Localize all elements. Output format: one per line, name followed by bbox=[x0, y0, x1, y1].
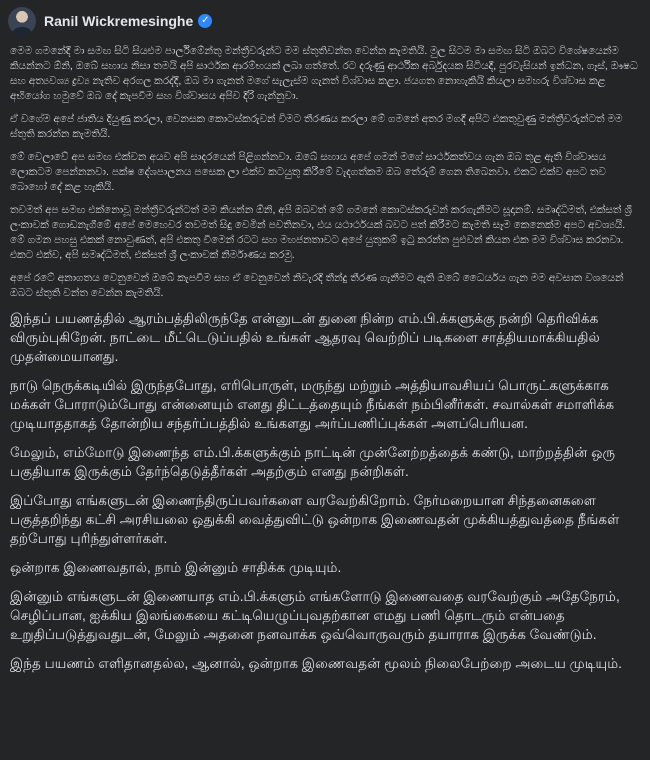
tamil-section bbox=[10, 309, 640, 673]
tamil-paragraph: இந்தப் பயணத்தில் ஆரம்பத்திலிருந்தே என்னுடன் துனை நின்ற எம்.பி.க்களுக்கு நன்றி தெரிவிக்க விரும்புகிறேன். நாட்டை மீட்டெடுப்பதில் உங்கள் ஆதரவு வெற்றிப் படிகளை சாத்தியமாக்கியதில் முதன்மையானது. bbox=[10, 311, 600, 364]
sinhala-paragraph: මේ වෙලාවේ අප සමඟ එක්වන අයව අපි සාදරයෙන් පිළිගන්නවා. ඔබේ සහාය අපේ ගමන් මගේ සාර්ථකත්වය ගැන ඔබ තුළ ඇති විශ්වාසය ලොකටම පෙන්නනවා. පක්ෂ දේශපාලනය පසෙක ලා එක්ව කටයුතු කිරීමේ වැදගත්කම ඔබ තේරුම් ගෙන තිබෙනවා. එකට එක්ව අපට තව බොහෝ දේ කළ හැකියි. bbox=[10, 151, 607, 193]
author-avatar[interactable] bbox=[8, 7, 36, 35]
post-body bbox=[0, 38, 650, 673]
verified-badge-icon: ✓ bbox=[198, 14, 212, 28]
sinhala-paragraph: ඒ වගේම අපේ ජාතිය දියුණු කරලා, වෙනසක කොටස්කරුවන් විමට තීරණය කරලා මේ ගමනේ අතර මගදී අපිට එකතුවුණු මන්ත්‍රීවරුන්ටත් මම ස්තුති කරන්න කැමතියි. bbox=[10, 113, 623, 140]
sinhala-paragraph: මෙම ගමනේදී මා සමඟ සිටි සියළුම පාර්ලිමේන්තු මන්ත්‍රීවරුන්ට මම ස්තුතිවන්ත වෙන්න කැමතියි. මුල සිටම මා සමඟ සිටි ඔබට විශේෂයෙන්ම කියන්නට ඕනි, ඔබේ සහාය නිසා තමයි අපි සාර්ථක ආරම්භයක් ලබා ගත්තේ. රට දරුණු ආර්ථික අර්බුදයක සිටියදී, පුරවැසියන් ඉන්ධන, ගෑස්, ඖෂධ සහ අත්‍යවශ්‍ය ද්‍රව්‍ය නැතිව අරගල කරද්දී, ඔබ මා ගැනත් මගේ සැලැස්ම ගැනත් විශ්වාස කළා. ජයගත නොහැකියි කියලා සමහරු විශ්වාස කළ අභියෝග හමුවේ ඔබ දේ කැපවීම සහ විශ්වාසය අපිව දිරි ගැන්නුවා. bbox=[10, 45, 638, 102]
tamil-paragraph: இன்னும் எங்களுடன் இணையாத எம்.பி.க்களும் எங்களோடு இணைவதை வரவேற்கும் அதேநேரம், செழிப்பான, ஐக்கிய இலங்கையை கட்டியெழுப்புவதற்கான எமது பணி தொடரும் என்பதை உறுதிப்படுத்துவதுடன், மேலும் அதனை நனவாக்க ஒவ்வொருவரும் தயாராக இருக்க வேண்டும். bbox=[10, 589, 620, 642]
tamil-paragraph: இந்த பயணம் எளிதானதல்ல, ஆனால், ஒன்றாக இணைவதன் மூலம் நிலைபேற்றை அடைய முடியும். bbox=[10, 656, 622, 671]
tamil-paragraph: ஒன்றாக இணைவதால், நாம் இன்னும் சாதிக்க முடியும். bbox=[10, 560, 342, 575]
sinhala-paragraph: අපේ රටේ අනාගතය වෙනුවෙන් ඔබේ කැපවීම සහ ඒ වෙනුවෙන් නිවැරදි තීන්දු තීරණ ගැනීමට ඇති ඔබේ ධෛර්යය ගැන මම අවසාන වශයෙන් ඔබට ස්තුති වන්ත වෙන්න කැමතියි. bbox=[10, 272, 624, 299]
author-name[interactable]: Ranil Wickremesinghe bbox=[44, 13, 194, 29]
sinhala-section bbox=[10, 44, 640, 301]
tamil-paragraph: இப்போது எங்களுடன் இணைந்திருப்பவர்களை வரவேற்கிறோம். நேர்மறையான சிந்தனைகளை பகுத்தறிந்து கட்சி அரசியலை ஒதுக்கி வைத்துவிட்டு ஒன்றாக இணைவதன் முக்கியத்துவத்தை நீங்கள் தற்போது புரிந்துள்ளர்கள். bbox=[10, 493, 620, 546]
tamil-paragraph: நாடு நெருக்கடியில் இருந்தபோது, எரிபொருள், மருந்து மற்றும் அத்தியாவசியப் பொருட்களுக்காக மக்கள் போராடும்போது என்னையும் எனது திட்டத்தையும் நீங்கள் நம்பினீர்கள். சவால்கள் சமாளிக்க முடியாததாகத் தோன்றிய சந்தர்ப்பத்தில் உங்களது அர்ப்பணிப்புக்கள் அளப்பெரியன. bbox=[10, 378, 615, 431]
sinhala-paragraph: තවමත් අප සමඟ එක්නොවූ මන්ත්‍රීවරුන්ටත් මම කියන්න ඕනි, අපි ඔබවත් මේ ගමනේ කොටස්කරුවන් කරගැනීමට සූදානම්. සමෘද්ධිමත්, එක්සත් ශ්‍රී ලංකාවක් ගොඩනැගීමේ අපේ මෙහෙවර තවමත් සිදු වෙමින් පවතිනවා, එය යථාර්ථයක් බවට පත් කිරීමට කැමති සෑම කෙනෙක්ම අපට අවශ්‍යයි. මේ ගමන පහසු එකක් නොවුණත්, අපි එකතු වීමෙන් රටට සහ මහජනතාවට අපේ යුතුකම් ඉටු කරන්න පුළුවන් කියන එක මම විශ්වාස කරනවා. එකට එක්ව, අපි සමෘද්ධිමත්, එක්සත් ශ්‍රී ලංකාවක් නිර්මාණය කරමු. bbox=[10, 204, 632, 261]
tamil-paragraph: மேலும், எம்மோடு இணைந்த எம்.பி.க்களுக்கும் நாட்டின் முன்னேற்றத்தைக் கண்டு, மாற்றத்தின் ஒரு பகுதியாக இருக்கும் தேர்ந்தெடுத்தீர்கள் அதற்கும் எனது நன்றிகள். bbox=[10, 445, 616, 479]
post-header bbox=[0, 0, 650, 38]
